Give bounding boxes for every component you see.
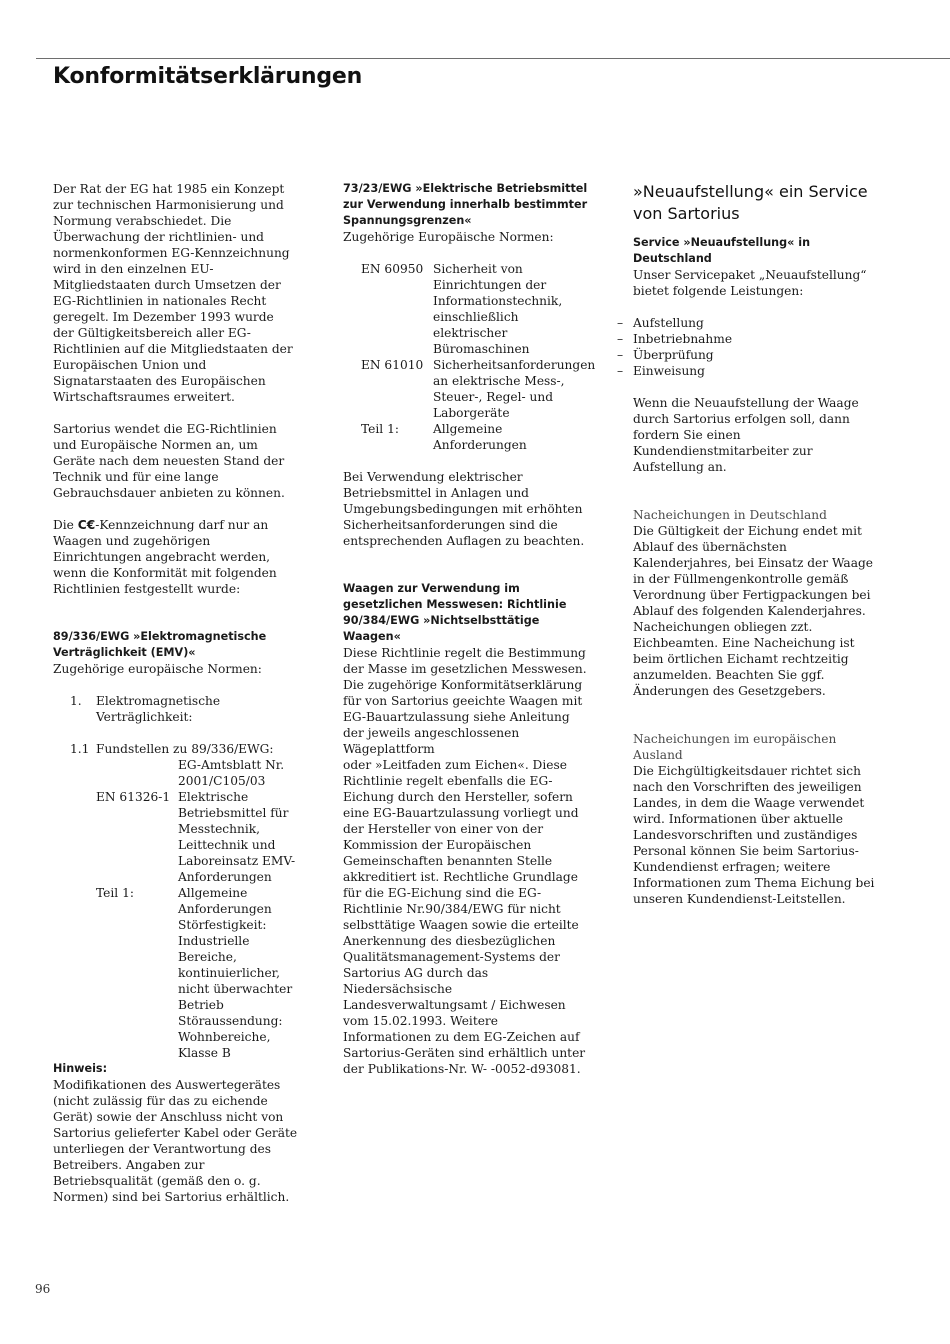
norm-row bbox=[361, 261, 588, 357]
list-item bbox=[617, 363, 878, 379]
dash-bullet-icon: – bbox=[617, 316, 624, 330]
dash-bullet-icon: – bbox=[617, 364, 624, 378]
hinweis-text: Modifikationen des Auswertegerätes (nicht zulässig für das zu eichende Gerät) sowie der Anschluss nicht von Sartorius gelieferter Kabel oder Geräte unterliegen der Verantwortung des Betreibers. Angaben zur Betriebsqualität (gemäß den o. g. Normen) sind bei Sartorius erhältlich. bbox=[53, 1078, 298, 1204]
waagen-heading: Waagen zur Verwendung im gesetzlichen Messwesen: Richtlinie 90/384/EWG »Nichtselbsttätige Waagen« bbox=[343, 582, 567, 643]
service-text: Wenn die Neuaufstellung der Waage durch Sartorius erfolgen soll, dann fordern Sie einen Kundendienstmitarbeiter zur Aufstellung an. bbox=[633, 396, 859, 474]
item-label: Teil 1: bbox=[96, 886, 134, 900]
item-text: Allgemeine Anforderungen Störfestigkeit: Industrielle Bereiche, kontinuierlicher, nicht überwachter Betrieb Störaussendung: Wohnbereiche, Klasse B bbox=[178, 886, 293, 1060]
item-label bbox=[96, 757, 178, 789]
norm-code: EN 61010 bbox=[361, 358, 424, 372]
ce-mark-icon: C€ bbox=[77, 518, 96, 532]
item-label: EN 61326-1 bbox=[96, 790, 171, 804]
item-text: Elektromagnetische Verträglichkeit: bbox=[96, 694, 221, 724]
service-intro: Unser Servicepaket „Neuaufstellung“ bietet folgende Leistungen: bbox=[633, 268, 867, 298]
page-number: 96 bbox=[35, 1282, 51, 1296]
header-rule bbox=[36, 58, 950, 59]
de-heading: Nacheichungen in Deutschland bbox=[633, 508, 827, 522]
service-item: Aufstellung bbox=[633, 316, 704, 330]
list-item bbox=[617, 347, 878, 363]
service-item: Einweisung bbox=[633, 364, 705, 378]
emv-heading: 89/336/EWG »Elektromagnetische Verträglichkeit (EMV)« bbox=[53, 630, 267, 659]
column-middle bbox=[343, 181, 596, 1093]
list-item bbox=[96, 757, 298, 789]
service-item: Inbetriebnahme bbox=[633, 332, 733, 346]
dash-bullet-icon: – bbox=[617, 348, 624, 362]
item-number: 1. bbox=[70, 694, 82, 708]
service-list bbox=[617, 315, 878, 379]
list-item bbox=[617, 315, 878, 331]
eu-text: Die Eichgültigkeitsdauer richtet sich nach den Vorschriften des jeweiligen Landes, in dem die Waage verwendet wird. Informationen über aktuelle Landesvorschriften und zuständiges Personal können Sie beim Sartorius-Kundendienst erfragen; weitere Informationen zum Thema Eichung bei unseren Kundendienst-Leitstellen. bbox=[633, 764, 875, 906]
item-text: EG-Amtsblatt Nr. 2001/C105/03 bbox=[178, 758, 285, 788]
sartorius-paragraph: Sartorius wendet die EG-Richtlinien und Europäische Normen an, um Geräte nach dem neuesten Stand der Technik und für eine lange Gebrauchsdauer anbieten zu können. bbox=[53, 422, 285, 500]
list-item bbox=[70, 741, 298, 757]
service-item: Überprüfung bbox=[633, 348, 714, 362]
intro-paragraph: Der Rat der EG hat 1985 ein Konzept zur technischen Harmonisierung und Normung verabschiedet. Die Überwachung der richtlinien- und normenkonformen EG-Kennzeichnung wird in den einzelnen EU-Mitgliedstaaten durch Umsetzen der EG-Richtlinien in nationales Recht geregelt. Im Dezember 1993 wurde der Gültigkeitsbereich aller EG-Richtlinien auf die Mitgliedstaaten der Europäischen Union und Signatarstaaten des Europäischen Wirtschaftsraumes erweitert. bbox=[53, 182, 293, 404]
list-item bbox=[617, 331, 878, 347]
hinweis-heading: Hinweis: bbox=[53, 1062, 108, 1075]
ce-post-text: -Kennzeichnung darf nur an Waagen und zugehörigen Einrichtungen angebracht werden, wenn die Konformität mit folgenden Richtlinien festgestellt wurde: bbox=[53, 518, 277, 596]
lvd-norm-list bbox=[361, 261, 596, 453]
lvd-subheading: Zugehörige Europäische Normen: bbox=[343, 230, 554, 244]
eu-heading: Nacheichungen im europäischen Ausland bbox=[633, 732, 837, 762]
de-text: Die Gültigkeit der Eichung endet mit Ablauf des übernächsten Kalenderjahres, bei Einsatz der Waage in der Füllmengenkontrolle gemäß Verordnung über Fertigpackungen bei Ablauf des folgenden Kalenderjahres. Nacheichungen obliegen zzt. Eichbeamten. Eine Nacheichung ist beim örtlichen Eichamt rechtzeitig anzumelden. Beachten Sie ggf. Änderungen des Gesetzgebers. bbox=[633, 524, 873, 698]
lvd-heading: 73/23/EWG »Elektrische Betriebsmittel zur Verwendung innerhalb bestimmter Spannungsgrenzen« bbox=[343, 182, 588, 227]
norm-text: Sicherheitsanforderungen an elektrische Mess-, Steuer-, Regel- und Laborgeräte bbox=[433, 358, 596, 420]
lvd-note: Bei Verwendung elektrischer Betriebsmittel in Anlagen und Umgebungsbedingungen mit erhöhten Sicherheitsanforderungen sind die entsprechenden Auflagen zu beachten. bbox=[343, 470, 585, 548]
waagen-text-continued: oder »Leitfaden zum Eichen«. Diese Richtlinie regelt ebenfalls die EG-Eichung durch den Hersteller, sofern eine EG-Bauartzulassung vorliegt und der Hersteller von einer von der Kommission der Europäischen Gemeinschaften benannten Stelle akkreditiert ist. Rechtliche Grundlage für die EG-Eichung sind die EG-Richtlinie Nr.90/384/EWG für nicht selbsttätige Waagen sowie die erteilte Anerkennung des diesbezüglichen Qualitätsmanagement-Systems der Sartorius AG durch das Niedersächsische Landesverwaltungsamt / Eichwesen vom 15.02.1993. Weitere Informationen zu dem EG-Zeichen auf Sartorius-Geräten sind erhältlich unter der Publikations-Nr. W- -0052-d93081. bbox=[343, 758, 586, 1076]
emv-norm-list bbox=[53, 693, 298, 1061]
column-right bbox=[617, 181, 878, 923]
norm-code: Teil 1: bbox=[361, 422, 399, 436]
ce-paragraph bbox=[53, 517, 298, 597]
list-item bbox=[96, 885, 298, 1061]
norm-row bbox=[361, 357, 596, 421]
list-item bbox=[70, 693, 298, 725]
item-number: 1.1 bbox=[70, 742, 90, 756]
waagen-text: Diese Richtlinie regelt die Bestimmung der Masse im gesetzlichen Messwesen. Die zugehörige Konformitätserklärung für von Sartorius geeichte Waagen mit EG-Bauartzulassung siehe Anleitung der jeweils angeschlossenen Wägeplattform bbox=[343, 646, 587, 756]
service-heading: Service »Neuaufstellung« in Deutschland bbox=[633, 236, 811, 265]
column-left bbox=[53, 181, 298, 1221]
emv-subheading: Zugehörige europäische Normen: bbox=[53, 662, 262, 676]
ce-pre-text: Die bbox=[53, 518, 78, 532]
page-title: Konformitätserklärungen bbox=[53, 64, 363, 89]
item-text: Elektrische Betriebsmittel für Messtechnik, Leittechnik und Laboreinsatz EMV-Anforderungen bbox=[178, 790, 296, 884]
norm-row bbox=[361, 421, 588, 453]
list-item bbox=[96, 789, 298, 885]
norm-text: Sicherheit von Einrichtungen der Informationstechnik, einschließlich elektrischer Büromaschinen bbox=[433, 262, 563, 356]
dash-bullet-icon: – bbox=[617, 332, 624, 346]
item-label: Fundstellen zu 89/336/EWG: bbox=[96, 742, 274, 756]
norm-text: Allgemeine Anforderungen bbox=[433, 422, 527, 452]
norm-code: EN 60950 bbox=[361, 262, 424, 276]
service-title: »Neuaufstellung« ein Service von Sartorius bbox=[633, 182, 868, 223]
